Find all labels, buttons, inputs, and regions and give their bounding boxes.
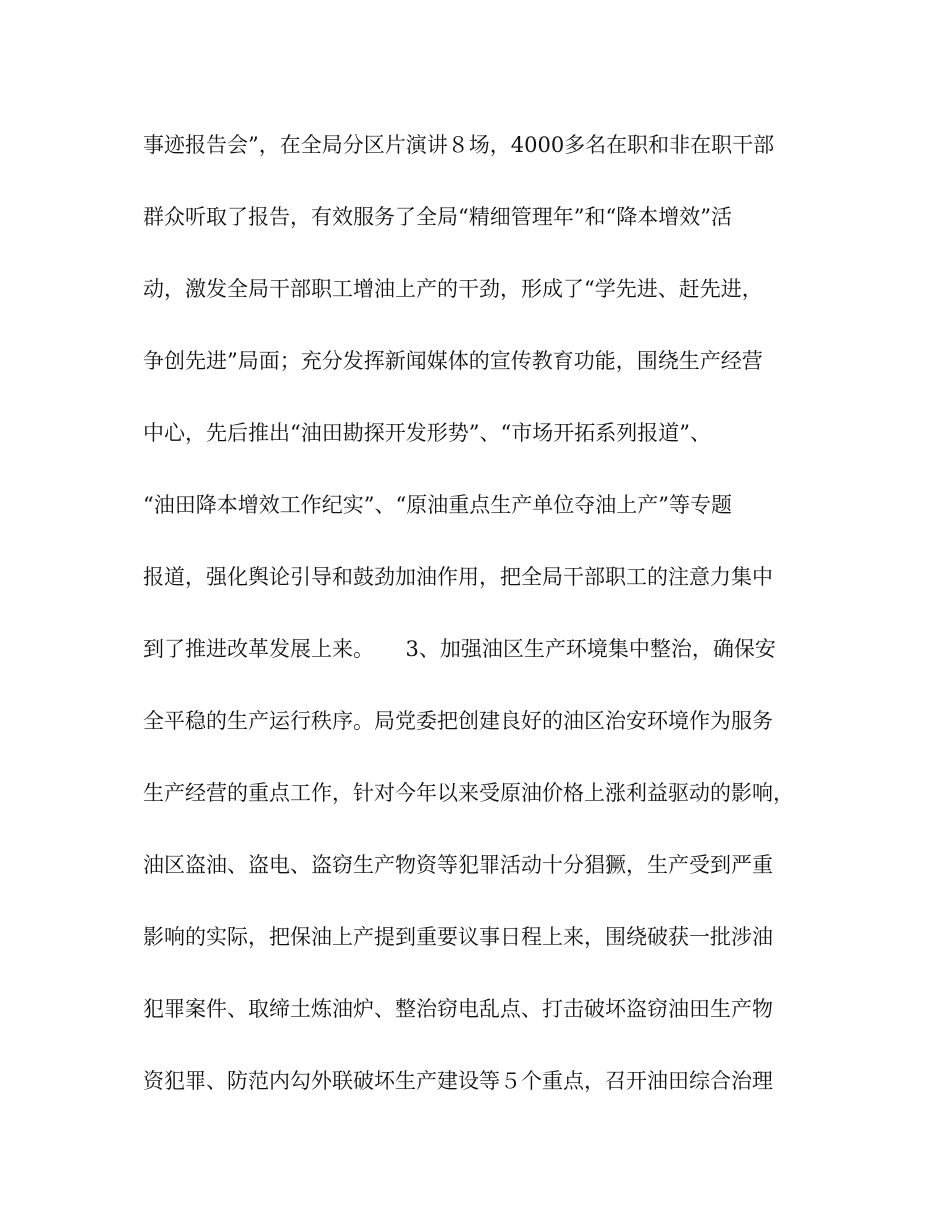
text-line: 事迹报告会”，在全局分区片演讲８场，4000多名在职和非在职干部 — [143, 133, 775, 157]
text-line: 影响的实际，把保油上产提到重要议事日程上来，围绕破获一批涉油 — [143, 925, 773, 949]
text-line: 中心，先后推出“油田勘探开发形势”、“市场开拓系列报道”、 — [143, 421, 711, 445]
text-line: 油区盗油、盗电、盗窃生产物资等犯罪活动十分猖獗，生产受到严重 — [143, 853, 773, 877]
text-line: 动，激发全局干部职工增油上产的干劲，形成了“学先进、赶先进， — [143, 277, 763, 301]
text-line: “油田降本增效工作纪实”、“原油重点生产单位夺油上产”等专题 — [143, 493, 732, 517]
text-line: 资犯罪、防范内勾外联破坏生产建设等５个重点，召开油田综合治理 — [143, 1069, 773, 1093]
text-line: 群众听取了报告，有效服务了全局“精细管理年”和“降本增效”活 — [143, 205, 732, 229]
text-line: 犯罪案件、取缔土炼油炉、整治窃电乱点、打击破坏盗窃油田生产物 — [143, 997, 773, 1021]
text-line: 全平稳的生产运行秩序。局党委把创建良好的油区治安环境作为服务 — [143, 709, 773, 733]
text-line: 争创先进”局面；充分发挥新闻媒体的宣传教育功能，围绕生产经营 — [143, 349, 763, 373]
text-line: 到了推进改革发展上来。 3、加强油区生产环境集中整治，确保安 — [143, 637, 776, 661]
text-line: 生产经营的重点工作，针对今年以来受原油价格上涨利益驱动的影响， — [143, 781, 794, 805]
text-line: 报道，强化舆论引导和鼓劲加油作用，把全局干部职工的注意力集中 — [143, 565, 773, 589]
